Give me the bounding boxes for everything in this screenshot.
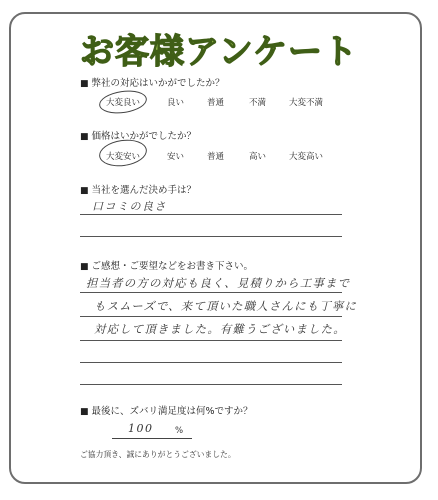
bullet-icon: ■ [80,79,89,89]
question-5 [80,403,253,417]
answer-line [80,214,342,215]
bullet-icon: ■ [80,407,89,417]
survey-title: お客様アンケート [80,32,358,72]
option-q2-1[interactable]: 大変安い [106,152,141,162]
percent-unit: % [175,426,184,436]
question-3-text: 当社を選んだ決め手は？ [91,185,197,196]
option-q2-4[interactable]: 高い [249,152,267,162]
option-q2-5[interactable]: 大変高い [289,152,324,162]
comment-line-3: 対応して頂きました。有難うございました。 [94,322,346,336]
answer-decision: 口コミの良さ [92,200,167,213]
bullet-icon: ■ [80,186,89,196]
question-5-text: 最後に、ズバリ満足度は何%ですか？ [91,406,253,417]
answer-line [80,292,342,293]
option-q1-1[interactable]: 大変良い [106,98,141,108]
thank-you-note: ご協力頂き、誠にありがとうございました。 [80,450,236,459]
answer-line [112,438,192,439]
question-3 [80,182,196,196]
answer-line [80,316,342,317]
satisfaction-value: 100 [128,422,154,435]
option-q1-4[interactable]: 不満 [249,98,267,108]
answer-line [80,384,342,385]
comment-line-1: 担当者の方の対応も良く、見積りから工事まで [86,276,351,290]
question-2-text: 価格はいかがでしたか？ [91,131,197,142]
option-q2-3[interactable]: 普通 [207,152,225,162]
answer-line [80,340,342,341]
question-4-text: ご感想・ご要望などをお書き下さい。 [91,261,254,272]
option-q1-3[interactable]: 普通 [207,98,225,108]
option-q1-5[interactable]: 大変不満 [289,98,324,108]
question-1 [80,75,225,89]
option-q1-2[interactable]: 良い [167,98,185,108]
answer-line [80,236,342,237]
option-q2-2[interactable]: 安い [167,152,185,162]
bullet-icon: ■ [80,132,89,142]
question-1-text: 弊社の対応はいかがでしたか？ [91,78,225,89]
comment-line-2: もスムーズで、来て頂いた職人さんにも丁寧に [94,299,358,313]
question-2 [80,128,196,142]
question-4 [80,258,253,272]
bullet-icon: ■ [80,262,89,272]
answer-line [80,362,342,363]
